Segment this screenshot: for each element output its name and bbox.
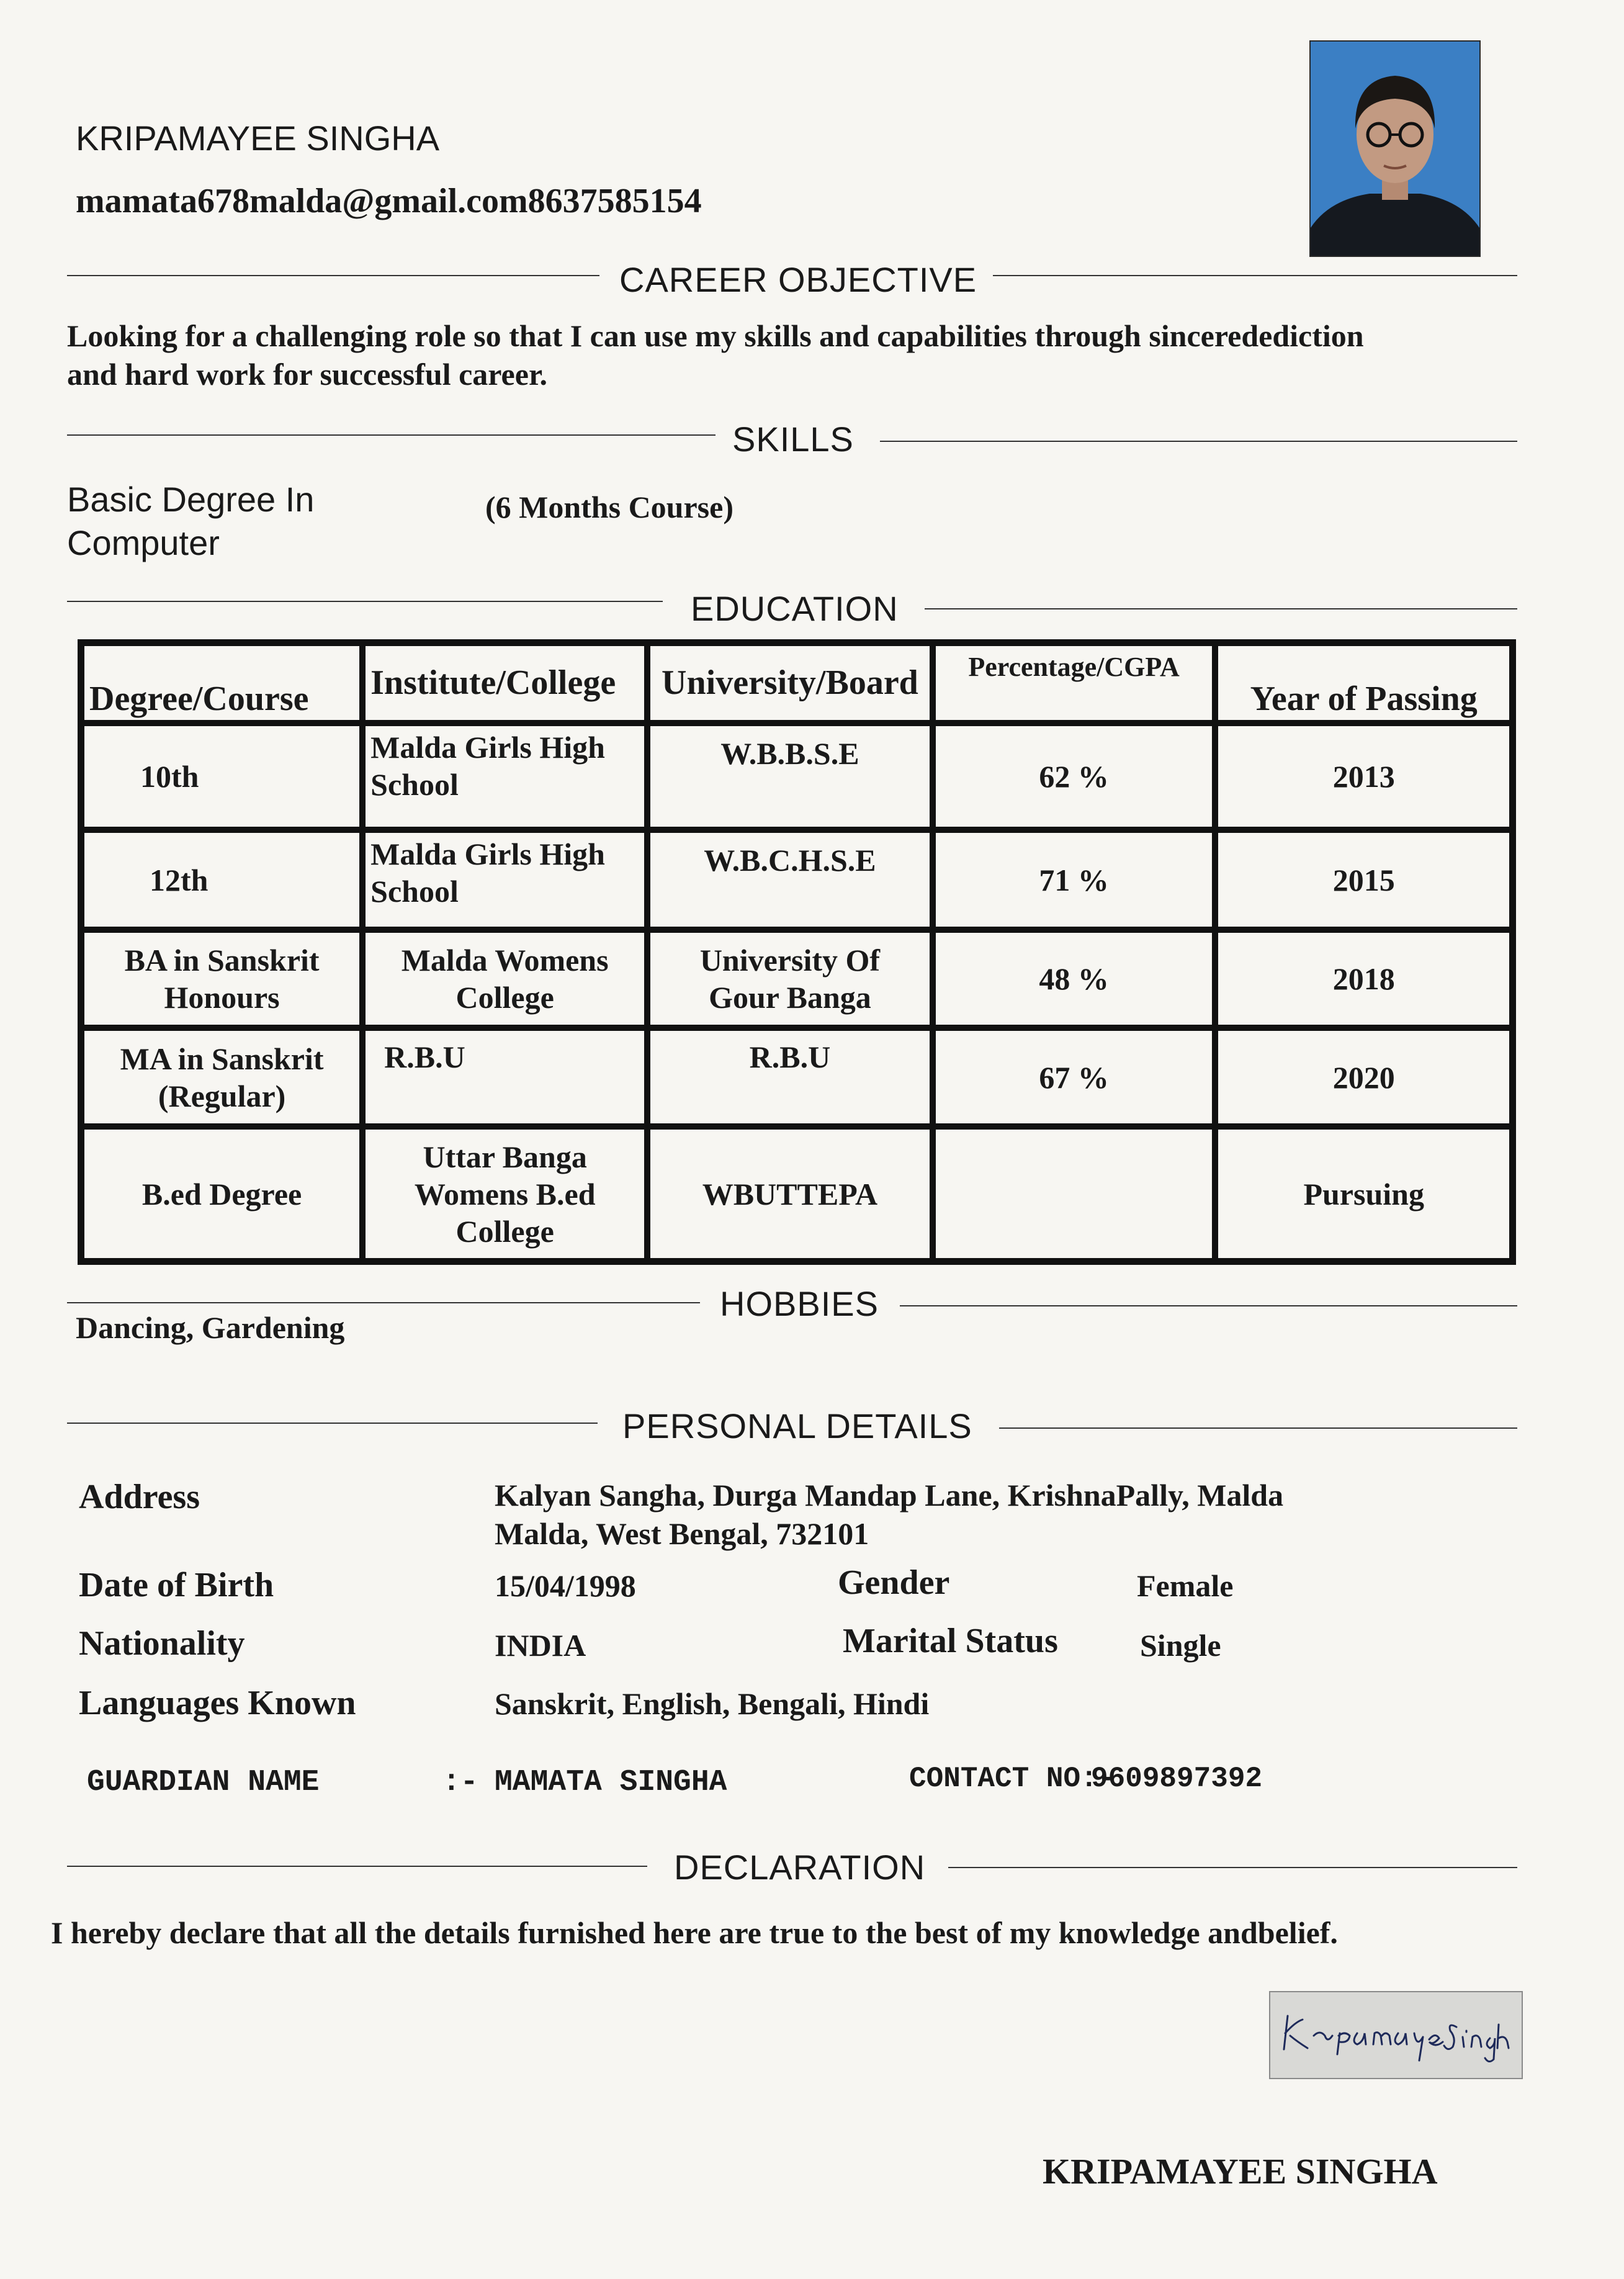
guardian-separator: :- <box>442 1766 478 1799</box>
section-hobbies: HOBBIES <box>720 1284 879 1323</box>
cell-board <box>647 1126 933 1261</box>
cell-line: School <box>370 766 459 802</box>
languages-value: Sanskrit, English, Bengali, Hindi <box>495 1686 930 1721</box>
divider-line <box>993 275 1517 276</box>
marital-value: Single <box>1140 1628 1221 1663</box>
table-row <box>81 723 1512 830</box>
cell-line: Malda Womens <box>401 943 609 978</box>
cell-percentage: 48 % <box>933 930 1216 1028</box>
skill-name <box>67 478 314 565</box>
guardian-value: MAMATA SINGHA <box>495 1766 727 1799</box>
cell-line: College <box>455 1213 554 1249</box>
cell-line: R.B.U <box>384 1040 465 1075</box>
table-header-row <box>81 643 1512 723</box>
cell-line: MA in Sanskrit <box>120 1041 324 1076</box>
address-line: Malda, West Bengal, 732101 <box>495 1516 869 1551</box>
hobbies-text: Dancing, Gardening <box>76 1310 345 1345</box>
cell-institute <box>362 830 647 930</box>
cell-percentage: 67 % <box>933 1028 1216 1126</box>
cell-line: B.ed Degree <box>141 1176 302 1211</box>
cell-board <box>647 830 933 930</box>
divider-line <box>900 1305 1517 1306</box>
cell-line: School <box>370 874 459 909</box>
contact-no-value: 9609897392 <box>1091 1763 1263 1795</box>
footer-name: KRIPAMAYEE SINGHA <box>1043 2151 1438 2191</box>
cell-line: R.B.U <box>749 1040 831 1075</box>
cell-degree <box>81 1028 362 1126</box>
cell-line: University Of <box>699 943 881 978</box>
profile-photo <box>1309 40 1481 257</box>
section-declaration: DECLARATION <box>674 1848 926 1887</box>
declaration-text: I hereby declare that all the details furnished here are true to the best of my knowledge andbelief. <box>51 1915 1338 1950</box>
dob-label: Date of Birth <box>79 1566 274 1604</box>
divider-line <box>925 608 1517 609</box>
cell-year: 2018 <box>1215 930 1512 1028</box>
cell-line: WBUTTEPA <box>702 1176 878 1211</box>
table-row <box>81 930 1512 1028</box>
cell-year: 2015 <box>1215 830 1512 930</box>
cell-degree <box>81 723 362 830</box>
cell-percentage: 71 % <box>933 830 1216 930</box>
objective-line: Looking for a challenging role so that I can use my skills and capabilities through sinceredediction <box>67 318 1364 353</box>
cell-percentage <box>933 1126 1216 1261</box>
section-career-objective: CAREER OBJECTIVE <box>619 260 977 299</box>
cell-year: Pursuing <box>1215 1126 1512 1261</box>
cell-degree <box>81 830 362 930</box>
education-table <box>78 639 1516 1265</box>
cell-degree <box>81 1126 362 1261</box>
cell-line: College <box>455 980 554 1015</box>
cell-institute <box>362 1126 647 1261</box>
marital-label: Marital Status <box>843 1622 1058 1660</box>
section-personal-details: PERSONAL DETAILS <box>622 1406 972 1445</box>
nationality-label: Nationality <box>79 1624 245 1663</box>
cell-line: Malda Girls High <box>370 729 605 765</box>
cell-line: (Regular) <box>158 1078 286 1113</box>
gender-value: Female <box>1137 1568 1234 1603</box>
divider-line <box>999 1427 1517 1429</box>
divider-line <box>948 1867 1517 1868</box>
divider-line <box>67 601 663 602</box>
divider-line <box>880 441 1517 442</box>
career-objective-text <box>67 317 1494 393</box>
cell-institute <box>362 723 647 830</box>
candidate-name: KRIPAMAYEE SINGHA <box>76 119 440 158</box>
section-education: EDUCATION <box>691 589 899 628</box>
objective-line: and hard work for successful career. <box>67 357 548 392</box>
skill-name-line: Computer <box>67 523 220 562</box>
address-label: Address <box>79 1478 200 1516</box>
cell-line: Womens B.ed <box>414 1176 596 1211</box>
cell-line: W.B.C.H.S.E <box>704 843 876 878</box>
header-percentage: Percentage/CGPA <box>933 643 1216 723</box>
cell-line: 12th <box>150 862 209 897</box>
languages-label: Languages Known <box>79 1684 356 1722</box>
dob-value: 15/04/1998 <box>495 1568 636 1603</box>
address-line: Kalyan Sangha, Durga Mandap Lane, KrishnaPally, Malda <box>495 1478 1284 1513</box>
cell-institute <box>362 1028 647 1126</box>
cell-board <box>647 723 933 830</box>
table-row <box>81 1126 1512 1261</box>
divider-line <box>67 1866 647 1867</box>
cell-line: Gour Banga <box>709 980 871 1015</box>
handwritten-signature <box>1270 1992 1522 2078</box>
cell-degree <box>81 930 362 1028</box>
cell-line: Malda Girls High <box>370 837 605 872</box>
divider-line <box>67 275 599 276</box>
cell-institute <box>362 930 647 1028</box>
cell-line: 10th <box>140 758 199 794</box>
header-year: Year of Passing <box>1215 643 1512 723</box>
cell-line: W.B.B.S.E <box>720 735 859 771</box>
cell-board <box>647 1028 933 1126</box>
skill-name-line: Basic Degree In <box>67 480 315 519</box>
header-institute: Institute/College <box>362 643 647 723</box>
cell-percentage: 62 % <box>933 723 1216 830</box>
cell-line: Uttar Banga <box>423 1139 587 1174</box>
contact-no-label: CONTACT NO:- <box>909 1763 1115 1795</box>
header-degree: Degree/Course <box>81 643 362 723</box>
cell-year: 2020 <box>1215 1028 1512 1126</box>
nationality-value: INDIA <box>495 1628 586 1663</box>
section-skills: SKILLS <box>732 420 854 459</box>
contact-line: mamata678malda@gmail.com8637585154 <box>76 182 702 220</box>
cell-line: Honours <box>164 980 280 1015</box>
cell-year: 2013 <box>1215 723 1512 830</box>
cell-line: BA in Sanskrit <box>124 943 320 978</box>
guardian-label: GUARDIAN NAME <box>87 1766 320 1799</box>
divider-line <box>67 1423 598 1424</box>
skill-duration: (6 Months Course) <box>485 490 733 524</box>
table-row <box>81 1028 1512 1126</box>
header-board: University/Board <box>647 643 933 723</box>
divider-line <box>67 434 716 436</box>
table-row <box>81 830 1512 930</box>
person-photo-icon <box>1311 42 1479 256</box>
cell-board <box>647 930 933 1028</box>
divider-line <box>67 1302 700 1303</box>
gender-label: Gender <box>838 1563 950 1602</box>
signature-image <box>1269 1991 1523 2079</box>
